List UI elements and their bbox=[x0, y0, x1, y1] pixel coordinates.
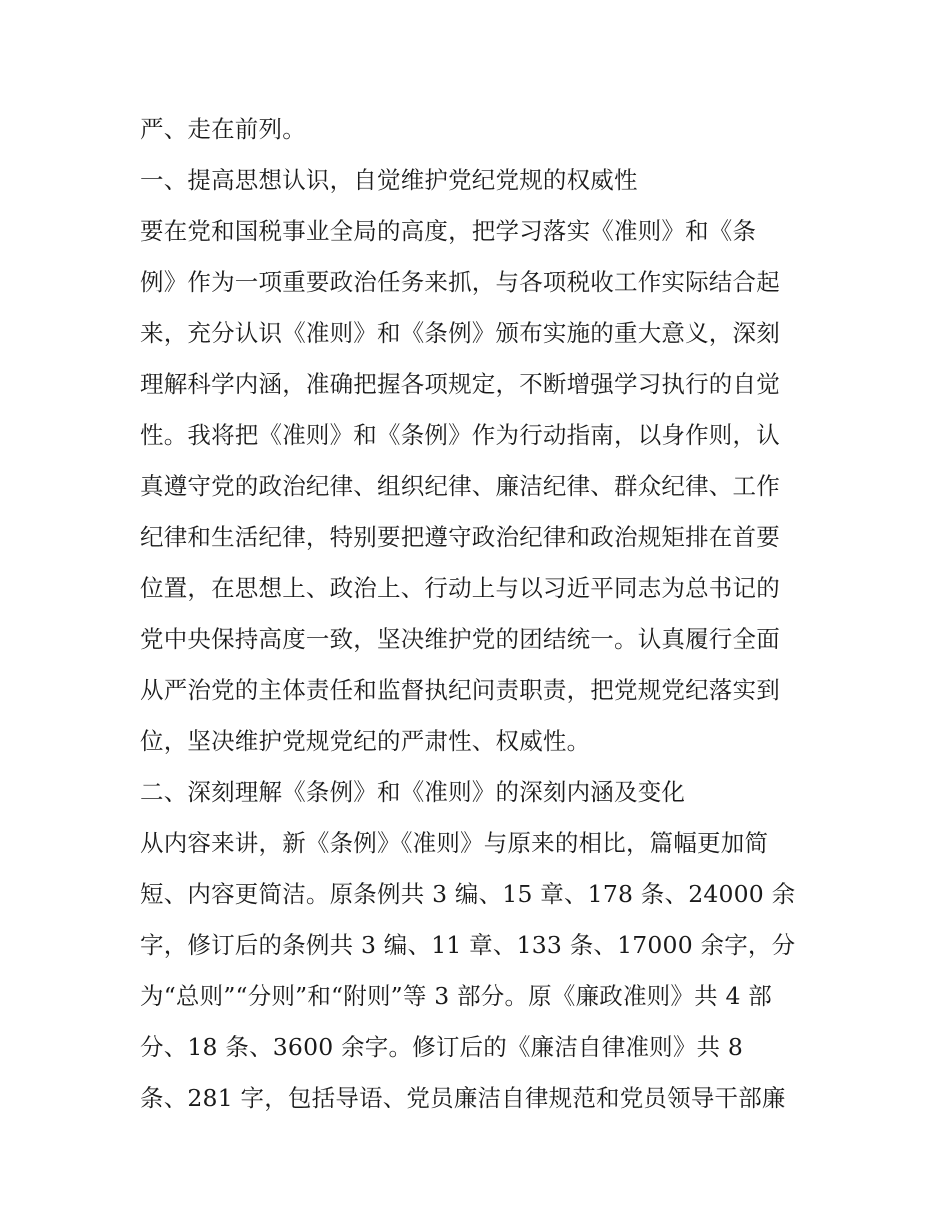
text-line: 例》作为一项重要政治任务来抓，与各项税收工作实际结合起 bbox=[140, 268, 780, 296]
text-line: 党中央保持高度一致，坚决维护党的团结统一。认真履行全面 bbox=[140, 625, 780, 653]
text-line: 来，充分认识《准则》和《条例》颁布实施的重大意义，深刻 bbox=[140, 319, 780, 347]
text-line: 短、内容更简洁。原条例共 3 编、15 章、178 条、24000 余 bbox=[140, 880, 796, 908]
text-line: 条、281 字，包括导语、党员廉洁自律规范和党员领导干部廉 bbox=[140, 1084, 786, 1112]
text-line: 要在党和国税事业全局的高度，把学习落实《准则》和《条 bbox=[140, 217, 757, 245]
text-line: 理解科学内涵，准确把握各项规定，不断增强学习执行的自觉 bbox=[140, 370, 780, 398]
section-heading-1: 一、提高思想认识，自觉维护党纪党规的权威性 bbox=[140, 166, 638, 194]
text-line: 位置，在思想上、政治上、行动上与以习近平同志为总书记的 bbox=[140, 574, 780, 602]
document-body bbox=[140, 104, 820, 1124]
text-line: 分、18 条、3600 余字。修订后的《廉洁自律准则》共 8 bbox=[140, 1033, 744, 1061]
section-heading-2: 二、深刻理解《条例》和《准则》的深刻内涵及变化 bbox=[140, 778, 686, 806]
text-line: 位，坚决维护党规党纪的严肃性、权威性。 bbox=[140, 727, 591, 755]
text-line: 纪律和生活纪律，特别要把遵守政治纪律和政治规矩排在首要 bbox=[140, 523, 780, 551]
text-line: 从内容来讲，新《条例》《准则》与原来的相比，篇幅更加简 bbox=[140, 829, 769, 857]
text-line: 从严治党的主体责任和监督执纪问责职责，把党规党纪落实到 bbox=[140, 676, 780, 704]
text-line: 严、走在前列。 bbox=[140, 115, 306, 143]
text-line: 为“总则”“分则”和“附则”等 3 部分。原《廉政准则》共 4 部 bbox=[140, 982, 772, 1010]
text-line: 真遵守党的政治纪律、组织纪律、廉洁纪律、群众纪律、工作 bbox=[140, 472, 780, 500]
text-line: 性。我将把《准则》和《条例》作为行动指南，以身作则，认 bbox=[140, 421, 780, 449]
text-line: 字，修订后的条例共 3 编、11 章、133 条、17000 余字，分 bbox=[140, 931, 796, 959]
